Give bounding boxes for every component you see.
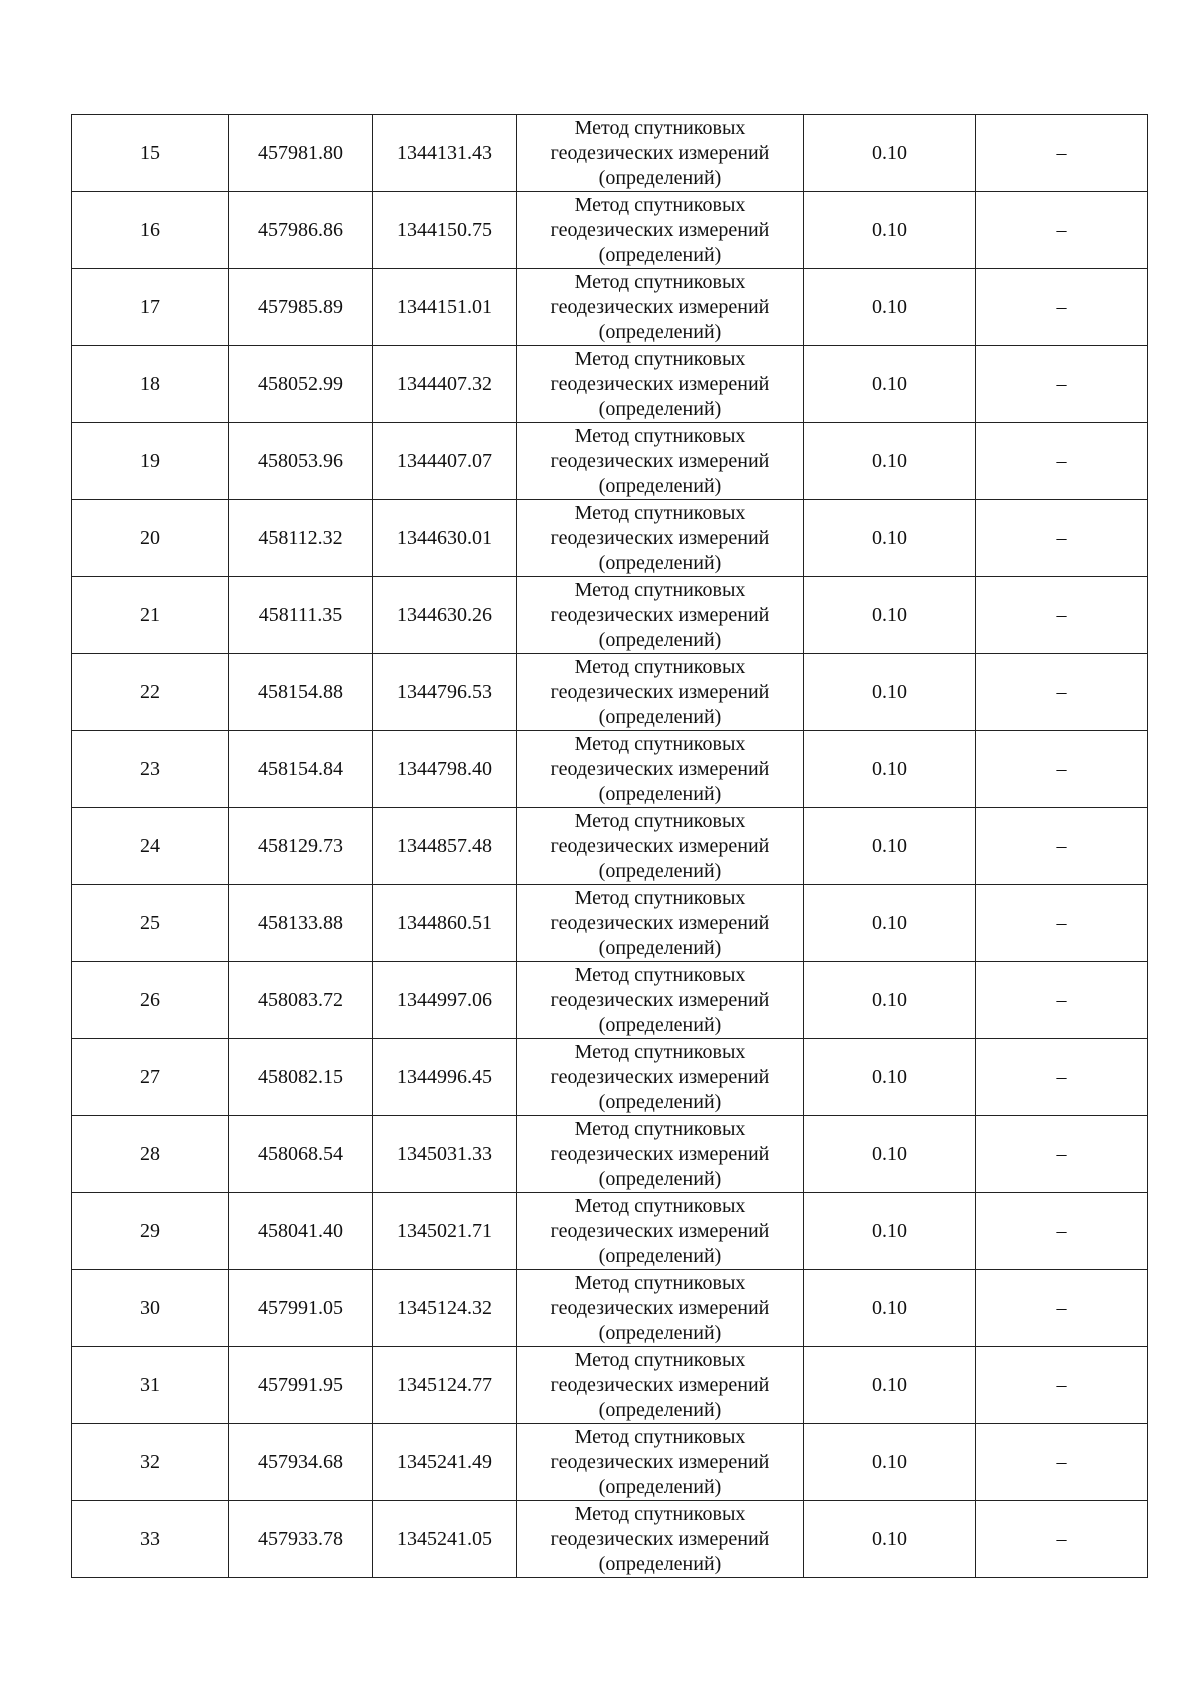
method-text-line: Метод спутниковых xyxy=(574,347,746,370)
point-number-cell: 30 xyxy=(72,1270,229,1347)
note-cell: – xyxy=(976,1039,1148,1116)
accuracy-cell: 0.10 xyxy=(804,192,976,269)
note-cell: – xyxy=(976,731,1148,808)
method-text-line: (определений) xyxy=(598,397,722,420)
x-coordinate-cell: 457933.78 xyxy=(229,1501,373,1578)
method-text-line: (определений) xyxy=(598,1398,722,1421)
note-cell: – xyxy=(976,500,1148,577)
method-text-line: Метод спутниковых xyxy=(574,501,746,524)
method-text-line: Метод спутниковых xyxy=(574,1348,746,1371)
y-coordinate-cell: 1344151.01 xyxy=(373,269,517,346)
method-text-line: (определений) xyxy=(598,243,722,266)
point-number-cell: 33 xyxy=(72,1501,229,1578)
table-row xyxy=(72,1424,1148,1501)
point-number-cell: 21 xyxy=(72,577,229,654)
method-text-line: геодезических измерений xyxy=(550,1373,770,1396)
method-text-line: Метод спутниковых xyxy=(574,578,746,601)
y-coordinate-cell: 1344630.01 xyxy=(373,500,517,577)
x-coordinate-cell: 457985.89 xyxy=(229,269,373,346)
method-cell xyxy=(517,346,804,423)
point-number-cell: 16 xyxy=(72,192,229,269)
table-row xyxy=(72,115,1148,192)
x-coordinate-cell: 458083.72 xyxy=(229,962,373,1039)
y-coordinate-cell: 1344407.32 xyxy=(373,346,517,423)
method-text-line: (определений) xyxy=(598,705,722,728)
y-coordinate-cell: 1344131.43 xyxy=(373,115,517,192)
accuracy-cell: 0.10 xyxy=(804,962,976,1039)
point-number-cell: 26 xyxy=(72,962,229,1039)
accuracy-cell: 0.10 xyxy=(804,1039,976,1116)
accuracy-cell: 0.10 xyxy=(804,1116,976,1193)
table-row xyxy=(72,808,1148,885)
x-coordinate-cell: 458068.54 xyxy=(229,1116,373,1193)
coordinates-table xyxy=(71,114,1148,1578)
note-cell: – xyxy=(976,192,1148,269)
method-cell xyxy=(517,1424,804,1501)
method-text-line: Метод спутниковых xyxy=(574,1194,746,1217)
method-cell xyxy=(517,192,804,269)
y-coordinate-cell: 1344150.75 xyxy=(373,192,517,269)
y-coordinate-cell: 1344798.40 xyxy=(373,731,517,808)
method-text-line: геодезических измерений xyxy=(550,911,770,934)
accuracy-cell: 0.10 xyxy=(804,577,976,654)
method-cell xyxy=(517,1193,804,1270)
x-coordinate-cell: 458111.35 xyxy=(229,577,373,654)
point-number-cell: 15 xyxy=(72,115,229,192)
method-text-line: геодезических измерений xyxy=(550,218,770,241)
method-text-line: геодезических измерений xyxy=(550,834,770,857)
method-cell xyxy=(517,577,804,654)
method-text-line: (определений) xyxy=(598,1552,722,1575)
table-row xyxy=(72,1116,1148,1193)
accuracy-cell: 0.10 xyxy=(804,1347,976,1424)
method-text-line: (определений) xyxy=(598,551,722,574)
note-cell: – xyxy=(976,1501,1148,1578)
table-row xyxy=(72,1270,1148,1347)
point-number-cell: 24 xyxy=(72,808,229,885)
y-coordinate-cell: 1344630.26 xyxy=(373,577,517,654)
x-coordinate-cell: 458154.84 xyxy=(229,731,373,808)
method-text-line: Метод спутниковых xyxy=(574,116,746,139)
method-text-line: Метод спутниковых xyxy=(574,732,746,755)
y-coordinate-cell: 1345124.32 xyxy=(373,1270,517,1347)
point-number-cell: 22 xyxy=(72,654,229,731)
note-cell: – xyxy=(976,1270,1148,1347)
y-coordinate-cell: 1344857.48 xyxy=(373,808,517,885)
method-text-line: геодезических измерений xyxy=(550,372,770,395)
accuracy-cell: 0.10 xyxy=(804,654,976,731)
method-text-line: (определений) xyxy=(598,1167,722,1190)
method-text-line: геодезических измерений xyxy=(550,1065,770,1088)
point-number-cell: 17 xyxy=(72,269,229,346)
point-number-cell: 29 xyxy=(72,1193,229,1270)
accuracy-cell: 0.10 xyxy=(804,1270,976,1347)
method-text-line: геодезических измерений xyxy=(550,603,770,626)
method-text-line: (определений) xyxy=(598,166,722,189)
y-coordinate-cell: 1344996.45 xyxy=(373,1039,517,1116)
method-text-line: (определений) xyxy=(598,782,722,805)
method-text-line: (определений) xyxy=(598,1321,722,1344)
method-cell xyxy=(517,962,804,1039)
method-text-line: Метод спутниковых xyxy=(574,886,746,909)
x-coordinate-cell: 458082.15 xyxy=(229,1039,373,1116)
method-text-line: геодезических измерений xyxy=(550,680,770,703)
table-row xyxy=(72,885,1148,962)
method-text-line: Метод спутниковых xyxy=(574,655,746,678)
method-text-line: (определений) xyxy=(598,1013,722,1036)
note-cell: – xyxy=(976,1116,1148,1193)
method-cell xyxy=(517,885,804,962)
table-body xyxy=(72,115,1148,1578)
y-coordinate-cell: 1344407.07 xyxy=(373,423,517,500)
note-cell: – xyxy=(976,808,1148,885)
method-text-line: геодезических измерений xyxy=(550,1527,770,1550)
x-coordinate-cell: 457991.95 xyxy=(229,1347,373,1424)
note-cell: – xyxy=(976,1424,1148,1501)
note-cell: – xyxy=(976,962,1148,1039)
method-text-line: Метод спутниковых xyxy=(574,1117,746,1140)
note-cell: – xyxy=(976,346,1148,423)
method-text-line: (определений) xyxy=(598,1244,722,1267)
table-row xyxy=(72,269,1148,346)
method-text-line: (определений) xyxy=(598,1475,722,1498)
y-coordinate-cell: 1345021.71 xyxy=(373,1193,517,1270)
method-cell xyxy=(517,500,804,577)
accuracy-cell: 0.10 xyxy=(804,1193,976,1270)
note-cell: – xyxy=(976,269,1148,346)
x-coordinate-cell: 458052.99 xyxy=(229,346,373,423)
method-cell xyxy=(517,1039,804,1116)
point-number-cell: 20 xyxy=(72,500,229,577)
method-text-line: Метод спутниковых xyxy=(574,963,746,986)
table-row xyxy=(72,346,1148,423)
method-text-line: (определений) xyxy=(598,1090,722,1113)
method-text-line: геодезических измерений xyxy=(550,1219,770,1242)
y-coordinate-cell: 1344860.51 xyxy=(373,885,517,962)
note-cell: – xyxy=(976,115,1148,192)
point-number-cell: 23 xyxy=(72,731,229,808)
method-text-line: геодезических измерений xyxy=(550,757,770,780)
method-text-line: геодезических измерений xyxy=(550,1142,770,1165)
method-text-line: (определений) xyxy=(598,628,722,651)
point-number-cell: 27 xyxy=(72,1039,229,1116)
method-cell xyxy=(517,1347,804,1424)
accuracy-cell: 0.10 xyxy=(804,269,976,346)
table-row xyxy=(72,1193,1148,1270)
method-cell xyxy=(517,423,804,500)
x-coordinate-cell: 458154.88 xyxy=(229,654,373,731)
x-coordinate-cell: 458112.32 xyxy=(229,500,373,577)
method-text-line: геодезических измерений xyxy=(550,526,770,549)
accuracy-cell: 0.10 xyxy=(804,346,976,423)
accuracy-cell: 0.10 xyxy=(804,808,976,885)
table-row xyxy=(72,1347,1148,1424)
accuracy-cell: 0.10 xyxy=(804,423,976,500)
method-text-line: Метод спутниковых xyxy=(574,1040,746,1063)
method-cell xyxy=(517,808,804,885)
method-cell xyxy=(517,731,804,808)
method-cell xyxy=(517,1501,804,1578)
method-text-line: геодезических измерений xyxy=(550,141,770,164)
table-row xyxy=(72,654,1148,731)
note-cell: – xyxy=(976,577,1148,654)
y-coordinate-cell: 1345241.49 xyxy=(373,1424,517,1501)
table-row xyxy=(72,192,1148,269)
note-cell: – xyxy=(976,423,1148,500)
method-text-line: Метод спутниковых xyxy=(574,1425,746,1448)
accuracy-cell: 0.10 xyxy=(804,115,976,192)
y-coordinate-cell: 1345031.33 xyxy=(373,1116,517,1193)
method-text-line: (определений) xyxy=(598,320,722,343)
y-coordinate-cell: 1344997.06 xyxy=(373,962,517,1039)
point-number-cell: 28 xyxy=(72,1116,229,1193)
method-text-line: Метод спутниковых xyxy=(574,193,746,216)
table-row xyxy=(72,962,1148,1039)
note-cell: – xyxy=(976,654,1148,731)
method-text-line: геодезических измерений xyxy=(550,449,770,472)
method-cell xyxy=(517,115,804,192)
table-row xyxy=(72,731,1148,808)
note-cell: – xyxy=(976,885,1148,962)
x-coordinate-cell: 457986.86 xyxy=(229,192,373,269)
point-number-cell: 19 xyxy=(72,423,229,500)
note-cell: – xyxy=(976,1347,1148,1424)
table-row xyxy=(72,500,1148,577)
y-coordinate-cell: 1345124.77 xyxy=(373,1347,517,1424)
method-text-line: (определений) xyxy=(598,936,722,959)
method-text-line: геодезических измерений xyxy=(550,295,770,318)
method-text-line: геодезических измерений xyxy=(550,1296,770,1319)
method-cell xyxy=(517,269,804,346)
method-cell xyxy=(517,1270,804,1347)
table-row xyxy=(72,1039,1148,1116)
accuracy-cell: 0.10 xyxy=(804,1501,976,1578)
table-row xyxy=(72,423,1148,500)
method-text-line: Метод спутниковых xyxy=(574,424,746,447)
x-coordinate-cell: 458129.73 xyxy=(229,808,373,885)
table-row xyxy=(72,577,1148,654)
method-text-line: геодезических измерений xyxy=(550,1450,770,1473)
method-text-line: Метод спутниковых xyxy=(574,1502,746,1525)
x-coordinate-cell: 457981.80 xyxy=(229,115,373,192)
method-text-line: (определений) xyxy=(598,474,722,497)
method-text-line: геодезических измерений xyxy=(550,988,770,1011)
method-text-line: Метод спутниковых xyxy=(574,1271,746,1294)
point-number-cell: 25 xyxy=(72,885,229,962)
y-coordinate-cell: 1344796.53 xyxy=(373,654,517,731)
y-coordinate-cell: 1345241.05 xyxy=(373,1501,517,1578)
point-number-cell: 32 xyxy=(72,1424,229,1501)
x-coordinate-cell: 458053.96 xyxy=(229,423,373,500)
point-number-cell: 31 xyxy=(72,1347,229,1424)
accuracy-cell: 0.10 xyxy=(804,1424,976,1501)
x-coordinate-cell: 458041.40 xyxy=(229,1193,373,1270)
method-cell xyxy=(517,654,804,731)
accuracy-cell: 0.10 xyxy=(804,731,976,808)
method-text-line: (определений) xyxy=(598,859,722,882)
method-text-line: Метод спутниковых xyxy=(574,809,746,832)
method-text-line: Метод спутниковых xyxy=(574,270,746,293)
accuracy-cell: 0.10 xyxy=(804,500,976,577)
x-coordinate-cell: 457934.68 xyxy=(229,1424,373,1501)
x-coordinate-cell: 458133.88 xyxy=(229,885,373,962)
method-cell xyxy=(517,1116,804,1193)
point-number-cell: 18 xyxy=(72,346,229,423)
note-cell: – xyxy=(976,1193,1148,1270)
table-row xyxy=(72,1501,1148,1578)
x-coordinate-cell: 457991.05 xyxy=(229,1270,373,1347)
accuracy-cell: 0.10 xyxy=(804,885,976,962)
